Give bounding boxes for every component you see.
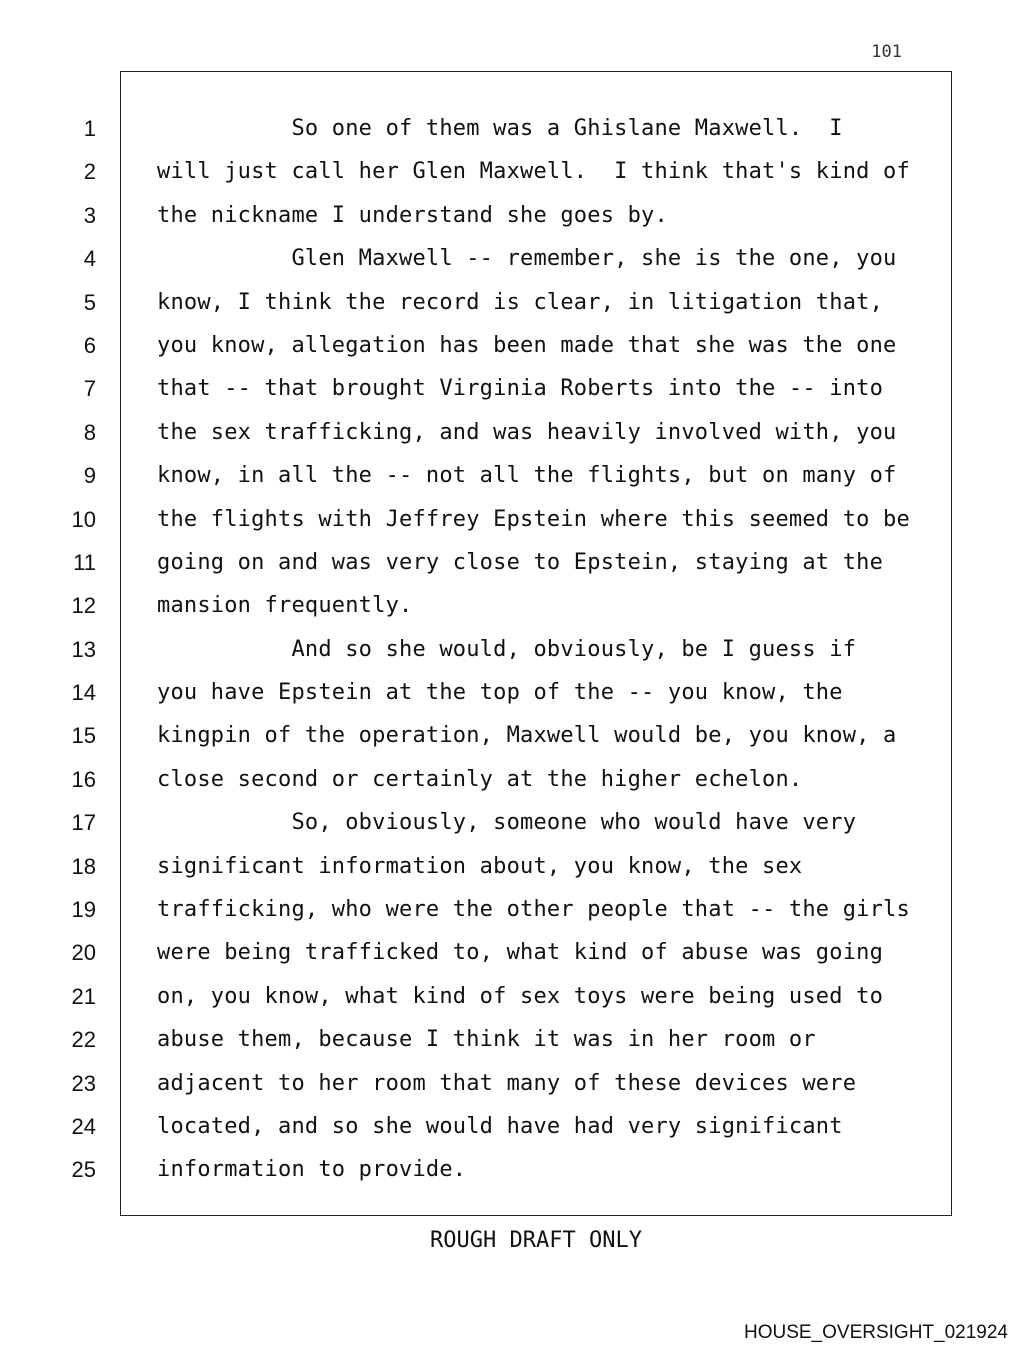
line-number: 13	[71, 636, 96, 662]
transcript-line: located, and so she would have had very significant	[157, 1113, 843, 1139]
line-number: 17	[71, 810, 96, 836]
transcript-line: trafficking, who were the other people that -- the girls	[157, 897, 910, 923]
transcript-line: going on and was very close to Epstein, staying at the	[157, 549, 884, 575]
transcript-line: that -- that brought Virginia Roberts into the -- into	[157, 376, 884, 402]
line-number: 22	[71, 1027, 96, 1053]
line-number: 6	[83, 332, 96, 358]
line-number: 1	[83, 116, 96, 141]
line-number: 21	[71, 983, 96, 1009]
rough-draft-notice: ROUGH DRAFT ONLY	[430, 1228, 642, 1253]
transcript-line: will just call her Glen Maxwell. I think that's kind of	[157, 159, 910, 185]
transcript-line: you know, allegation has been made that she was the one	[157, 332, 897, 358]
page-number: 101	[871, 42, 902, 62]
transcript-line: adjacent to her room that many of these devices were	[157, 1070, 857, 1096]
transcript-text	[157, 110, 947, 1195]
line-number: 23	[71, 1070, 96, 1096]
transcript-line: on, you know, what kind of sex toys were being used to	[157, 983, 884, 1009]
transcript-line: close second or certainly at the higher echelon.	[157, 766, 803, 792]
line-number: 8	[83, 419, 96, 445]
transcript-line: kingpin of the operation, Maxwell would be, you know, a	[157, 723, 897, 749]
line-number-column	[40, 110, 96, 1195]
bates-number: HOUSE_OVERSIGHT_021924	[743, 1322, 1008, 1343]
transcript-line: the flights with Jeffrey Epstein where this seemed to be	[157, 506, 910, 532]
line-number: 5	[83, 289, 96, 315]
transcript-line: know, I think the record is clear, in litigation that,	[157, 289, 884, 315]
line-number: 19	[71, 897, 96, 923]
line-number: 14	[71, 680, 96, 706]
line-number: 12	[71, 593, 96, 619]
line-number: 20	[71, 940, 96, 966]
line-number: 16	[71, 766, 96, 792]
line-number: 9	[83, 463, 96, 489]
transcript-line: So, obviously, someone who would have very	[157, 810, 857, 836]
line-number: 10	[71, 506, 96, 532]
line-number: 4	[83, 246, 96, 272]
transcript-line: the sex trafficking, and was heavily involved with, you	[157, 419, 897, 445]
line-number: 25	[71, 1157, 96, 1183]
line-number: 3	[83, 202, 96, 228]
transcript-line: So one of them was a Ghislane Maxwell. I	[157, 116, 843, 141]
transcript-line: Glen Maxwell -- remember, she is the one, you	[157, 246, 897, 272]
line-number: 15	[71, 723, 96, 749]
transcript-line: the nickname I understand she goes by.	[157, 202, 668, 228]
transcript-line: And so she would, obviously, be I guess if	[157, 636, 857, 662]
transcript-line: significant information about, you know, the sex	[157, 853, 803, 879]
transcript-line: information to provide.	[157, 1157, 467, 1183]
line-number: 18	[71, 853, 96, 879]
transcript-line: you have Epstein at the top of the -- you know, the	[157, 680, 843, 706]
transcript-line: were being trafficked to, what kind of abuse was going	[157, 940, 884, 966]
line-number: 7	[83, 376, 96, 402]
transcript-line: abuse them, because I think it was in her room or	[157, 1027, 816, 1053]
transcript-line: mansion frequently.	[157, 593, 413, 619]
line-number: 11	[73, 549, 96, 575]
transcript-line: know, in all the -- not all the flights, but on many of	[157, 463, 897, 489]
line-number: 2	[83, 159, 96, 185]
line-number: 24	[71, 1113, 96, 1139]
